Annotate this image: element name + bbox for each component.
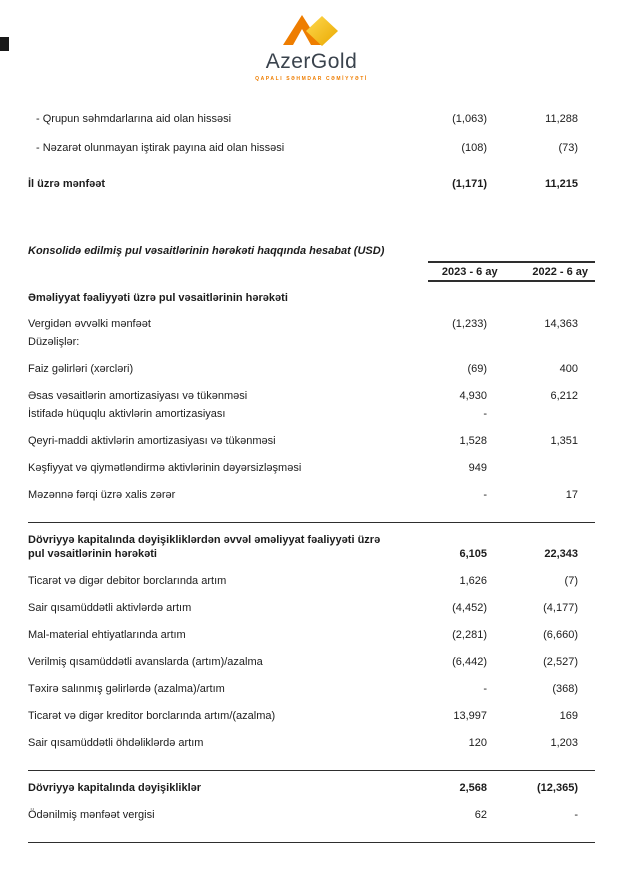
row-value-2023: 62 xyxy=(474,809,487,821)
row-value-2022: (73) xyxy=(558,142,578,154)
row-value-2023: (1,171) xyxy=(452,178,487,190)
row-value-2023: - xyxy=(483,408,487,420)
column-header-2023: 2023 - 6 ay xyxy=(441,265,498,278)
table-row xyxy=(28,655,595,669)
row-value-2023: (6,442) xyxy=(452,656,487,668)
row-value-2023: (108) xyxy=(461,142,487,154)
table-row xyxy=(28,362,595,376)
row-value-2022: 17 xyxy=(565,489,578,501)
row-value-2023: 949 xyxy=(468,462,487,474)
row-value-2023: 4,930 xyxy=(459,390,487,402)
row-label: Qeyri-maddi aktivlərin amortizasiyası və tükənməsi xyxy=(28,435,276,447)
row-value-2022: (7) xyxy=(564,575,578,587)
table-row xyxy=(28,141,595,155)
table-row xyxy=(28,533,595,561)
row-value-2022: 22,343 xyxy=(544,548,578,560)
row-value-2023: (1,233) xyxy=(452,318,487,330)
table-row xyxy=(28,317,595,331)
table-row xyxy=(28,407,595,421)
row-value-2023: (69) xyxy=(467,363,487,375)
row-value-2023: 13,997 xyxy=(453,710,487,722)
row-label: Ödənilmiş mənfəət vergisi xyxy=(28,809,155,821)
row-value-2022: (2,527) xyxy=(543,656,578,668)
table-row xyxy=(28,335,595,349)
row-value-2022: 400 xyxy=(559,363,578,375)
row-value-2023: (1,063) xyxy=(452,113,487,125)
table-row xyxy=(28,628,595,642)
statement-rows xyxy=(28,317,595,843)
row-value-2023: 6,105 xyxy=(459,548,487,560)
table-row xyxy=(28,434,595,448)
row-label: İstifadə hüquqlu aktivlərin amortizasiyası xyxy=(28,408,226,420)
row-label: - Qrupun səhmdarlarına aid olan hissəsi xyxy=(36,113,232,125)
table-row xyxy=(28,488,595,502)
row-label: Mal-material ehtiyatlarında artım xyxy=(28,629,186,641)
column-headers xyxy=(428,261,595,282)
table-row xyxy=(28,112,595,126)
table-row xyxy=(28,461,595,475)
row-label: Əsas vəsaitlərin amortizasiyası və tükənməsi xyxy=(28,390,248,402)
logo xyxy=(28,8,595,82)
row-label: Dövriyyə kapitalında dəyişikliklər xyxy=(28,782,202,794)
row-label: Kəşfiyyat və qiymətləndirmə aktivlərinin dəyərsizləşməsi xyxy=(28,462,302,474)
income-summary-rows xyxy=(28,112,595,191)
row-label: Faiz gəlirləri (xərcləri) xyxy=(28,363,134,375)
horizontal-rule xyxy=(28,842,595,843)
row-label: Məzənnə fərqi üzrə xalis zərər xyxy=(28,489,176,501)
row-value-2023: 1,528 xyxy=(459,435,487,447)
table-row xyxy=(28,389,595,403)
azergold-logo-icon xyxy=(281,10,343,48)
row-label: Sair qısamüddətli aktivlərdə artım xyxy=(28,602,192,614)
row-label: İl üzrə mənfəət xyxy=(28,178,106,190)
row-value-2022: 1,203 xyxy=(550,737,578,749)
row-label: - Nəzarət olunmayan iştirak payına aid olan hissəsi xyxy=(36,142,285,154)
row-value-2022: (4,177) xyxy=(543,602,578,614)
row-value-2022: 6,212 xyxy=(550,390,578,402)
row-value-2023: (4,452) xyxy=(452,602,487,614)
row-value-2022: (12,365) xyxy=(537,782,578,794)
row-value-2023: - xyxy=(483,683,487,695)
row-value-2022: 11,288 xyxy=(545,113,578,125)
row-value-2023: - xyxy=(483,489,487,501)
row-label: Vergidən əvvəlki mənfəət xyxy=(28,318,151,330)
row-label: Ticarət və digər kreditor borclarında artım/(azalma) xyxy=(28,710,276,722)
logo-wordmark: AzerGold xyxy=(265,50,358,73)
row-value-2022: 11,215 xyxy=(544,178,578,190)
row-value-2022: (368) xyxy=(552,683,578,695)
table-row xyxy=(28,601,595,615)
table-row xyxy=(28,177,595,191)
section-header: Əməliyyat fəaliyyəti üzrə pul vəsaitlərinin hərəkəti xyxy=(28,292,288,304)
row-value-2023: 2,568 xyxy=(459,782,487,794)
table-row xyxy=(28,781,595,795)
row-value-2022: 169 xyxy=(559,710,578,722)
row-value-2022: - xyxy=(574,809,578,821)
column-header-2022: 2022 - 6 ay xyxy=(532,265,588,278)
row-label: Ticarət və digər debitor borclarında artım xyxy=(28,575,227,587)
statement-title: Konsolidə edilmiş pul vəsaitlərinin hərəkəti haqqında hesabat (USD) xyxy=(28,245,385,257)
row-value-2023: 120 xyxy=(468,737,487,749)
table-row xyxy=(28,808,595,822)
row-label: Sair qısamüddətli öhdəliklərdə artım xyxy=(28,737,204,749)
row-label: Düzəlişlər: xyxy=(28,336,80,348)
page-edge-mark xyxy=(0,37,9,51)
row-value-2022: 1,351 xyxy=(550,435,578,447)
row-label: Dövriyyə kapitalında dəyişikliklərdən əvvəl əməliyyat fəaliyyəti üzrə pul vəsaitlərinin hərəkəti xyxy=(28,534,381,560)
row-label: Verilmiş qısamüddətli avanslarda (artım)/azalma xyxy=(28,656,263,668)
row-value-2022: 14,363 xyxy=(544,318,578,330)
table-row xyxy=(28,574,595,588)
row-value-2023: (2,281) xyxy=(452,629,487,641)
row-value-2023: 1,626 xyxy=(459,575,487,587)
horizontal-rule xyxy=(28,770,595,771)
table-row xyxy=(28,682,595,696)
row-label: Təxirə salınmış gəlirlərdə (azalma)/artım xyxy=(28,683,225,695)
table-row xyxy=(28,709,595,723)
horizontal-rule xyxy=(28,522,595,523)
table-row xyxy=(28,736,595,750)
logo-subtitle: QAPALI SƏHMDAR CƏMİYYƏTİ xyxy=(255,76,368,82)
row-value-2022: (6,660) xyxy=(543,629,578,641)
